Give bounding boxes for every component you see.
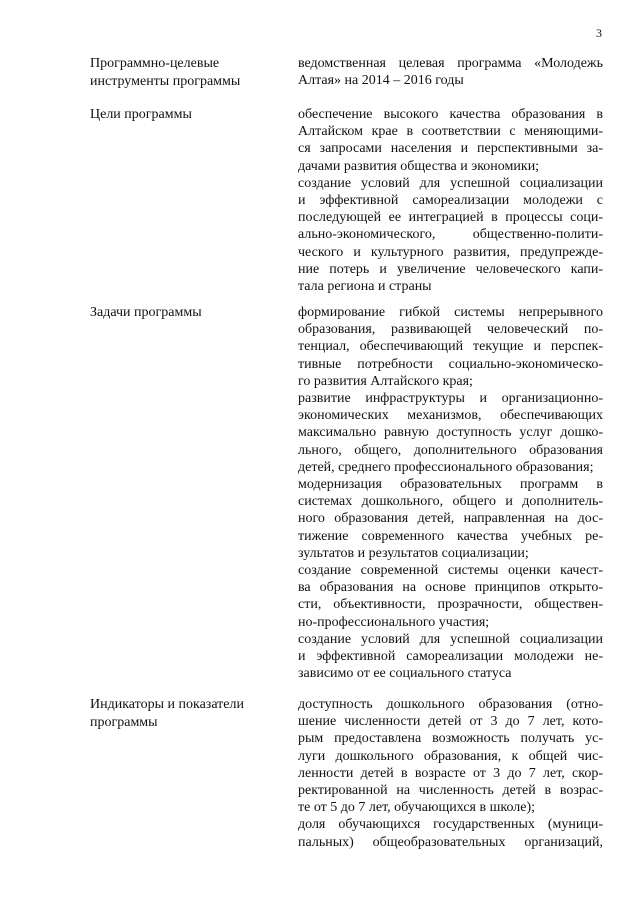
label-line: программы: [90, 714, 158, 730]
text-line: ся запросами населения и перспективными за-: [298, 141, 603, 157]
text-line: системах дошкольного, общего и дополнитель-: [298, 494, 603, 510]
text-line: ленности детей в возрасте от 3 до 7 лет, скор-: [298, 765, 603, 781]
row-text: [298, 304, 603, 682]
text-line: последующей ее интеграцией в процессы соци-: [298, 210, 603, 226]
text-line: го развития Алтайского края;: [298, 373, 473, 389]
label-line: Индикаторы и показатели: [90, 697, 244, 712]
label-line: Цели программы: [90, 107, 192, 122]
text-line: тенциал, обеспечивающий текущие и перспек-: [298, 339, 603, 355]
row-label: [90, 55, 280, 90]
text-line: сти, объективности, прозрачности, обществен-: [298, 597, 603, 613]
text-line: шение численности детей от 3 до 7 лет, кото-: [298, 714, 603, 730]
row-text: [298, 55, 603, 89]
text-line: тижение современного качества учебных ре-: [298, 528, 603, 544]
text-line: ально-экономического, общественно-полити-: [298, 227, 603, 243]
text-line: те от 5 до 7 лет, обучающихся в школе);: [298, 800, 536, 816]
row-text: [298, 106, 603, 295]
label-line: Программно-целевые: [90, 56, 220, 71]
text-line: ректированной на численность детей в возрас-: [298, 783, 603, 799]
text-line: дачами развития общества и экономики;: [298, 158, 540, 174]
text-line: создание условий для успешной социализации: [298, 631, 603, 647]
text-line: зультатов и результатов социализации;: [298, 545, 529, 561]
text-line: развитие инфраструктуры и организационно-: [298, 391, 603, 407]
text-line: доступность дошкольного образования (отно-: [298, 697, 603, 712]
text-line: доля обучающихся государственных (муници-: [298, 817, 603, 833]
page-number: 3: [596, 26, 602, 40]
text-line: ведомственная целевая программа «Молодежь: [298, 56, 603, 71]
text-line: детей, среднего профессионального образования;: [298, 459, 594, 475]
text-line: ние потерь и увеличение человеческого капи-: [298, 261, 603, 277]
label-line: инструменты программы: [90, 73, 241, 89]
text-line: и эффективной самореализации молодежи с: [298, 193, 603, 209]
text-line: создание условий для успешной социализации: [298, 175, 603, 191]
text-line: экономических механизмов, обеспечивающих: [298, 408, 603, 424]
text-line: создание современной системы оценки качест-: [298, 563, 603, 579]
text-line: ва образования на основе принципов открыто-: [298, 580, 603, 596]
text-line: формирование гибкой системы непрерывного: [298, 305, 603, 320]
text-line: зависимо от ее социального статуса: [298, 666, 512, 682]
row-label: [90, 696, 280, 731]
text-line: льного, общего, дополнительного образования: [298, 442, 603, 458]
text-line: рым предоставлена возможность получать ус-: [298, 731, 603, 747]
text-line: и эффективной самореализации молодежи не-: [298, 649, 603, 665]
text-line: ного образования детей, направленная на дос-: [298, 511, 603, 527]
text-line: ческого и культурного развития, предупрежде-: [298, 244, 603, 260]
text-line: пальных) общеобразовательных организаций,: [298, 834, 603, 850]
text-line: модернизация образовательных программ в: [298, 477, 603, 493]
text-line: но-профессионального участия;: [298, 614, 490, 630]
text-line: Алтая» на 2014 – 2016 годы: [298, 73, 464, 89]
text-line: максимально равную доступность услуг дошко-: [298, 425, 603, 441]
text-line: тала региона и страны: [298, 279, 432, 295]
row-text: [298, 696, 603, 851]
row-label: [90, 304, 280, 322]
text-line: тивные потребности социально-экономическо-: [298, 356, 603, 372]
text-line: обеспечение высокого качества образования в: [298, 107, 603, 122]
label-line: Задачи программы: [90, 305, 202, 320]
row-label: [90, 106, 280, 124]
text-line: образования, развивающей человеческий по-: [298, 322, 603, 338]
text-line: луги дошкольного образования, к общей чис-: [298, 748, 603, 764]
text-line: Алтайском крае в соответствии с меняющими-: [298, 124, 603, 140]
